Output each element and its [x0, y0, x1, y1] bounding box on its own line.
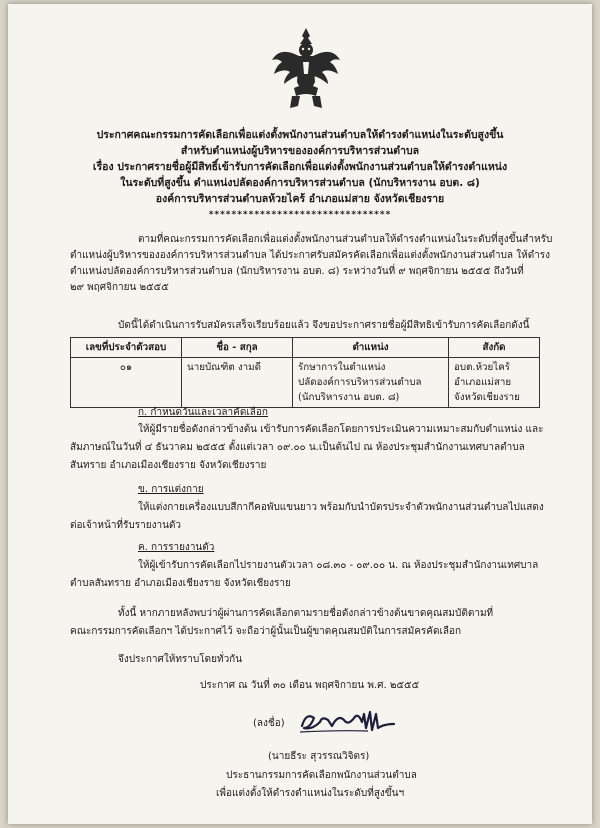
intro-line-1: ตามที่คณะกรรมการคัดเลือกเพื่อแต่งตั้งพนักงานส่วนตำบลให้ดำรงตำแหน่งในระดับที่สูงขึ้นสำหรับ [138, 234, 553, 245]
col-header-org: สังกัด [449, 338, 540, 358]
position-line-1: รักษาการในตำแหน่ง [298, 362, 386, 373]
org-line-3: จังหวัดเชียงราย [454, 392, 520, 403]
table-header-row [71, 338, 540, 358]
signature-label: (ลงชื่อ) [253, 718, 285, 729]
signer-name: (นายธีระ สุวรรณวิจิตร) [268, 751, 370, 762]
position-line-3: (นักบริหารงาน อบต. ๘) [298, 392, 400, 403]
header-line-1: ประกาศคณะกรรมการคัดเลือกเพื่อแต่งตั้งพนักงานส่วนตำบลให้ดำรงตำแหน่งในระดับสูงขึ้น [96, 129, 504, 141]
section-a-line-1: ให้ผู้มีรายชื่อดังกล่าวข้างต้น เข้ารับการคัดเลือกโดยการประเมินความเหมาะสมกับตำแหน่ง และ [138, 424, 544, 435]
section-a-line-3: สันทราย อำเภอเมืองเชียงราย จังหวัดเชียงราย [70, 460, 267, 471]
section-c-title: ค. การรายงานตัว [138, 542, 215, 553]
section-c-line-1: ให้ผู้เข้ารับการคัดเลือกไปรายงานตัวเวลา ๐๘.๓๐ - ๐๙.๐๐ น. ณ ห้องประชุมสำนักงานเทศบาล [138, 560, 539, 571]
cell-name: นายบัณฑิต งามดี [182, 358, 293, 408]
col-header-position: ตำแหน่ง [293, 338, 449, 358]
cell-org [449, 358, 540, 408]
header-line-5: องค์การบริหารส่วนตำบลห้วยไคร้ อำเภอแม่สาย จังหวัดเชียงราย [155, 193, 445, 205]
intro-line-2: ตำแหน่งผู้บริหารขององค์การบริหารส่วนตำบล ได้ประกาศรับสมัครคัดเลือกเพื่อแต่งตั้งพนักงานส่วนตำบล ให้ดำรง [70, 250, 551, 261]
garuda-emblem [270, 26, 342, 110]
table-row [71, 358, 540, 408]
signer-title-1: ประธานกรรมการคัดเลือกพนักงานส่วนตำบล [226, 770, 417, 781]
candidate-table [70, 337, 540, 408]
org-line-2: อำเภอแม่สาย [454, 377, 512, 388]
handwritten-signature [298, 704, 398, 736]
section-c-line-2: ตำบลสันทราย อำเภอเมืองเชียงราย จังหวัดเชียงราย [70, 578, 291, 589]
header-line-3: เรื่อง ประกาศรายชื่อผู้มีสิทธิ์เข้ารับการคัดเลือกเพื่อแต่งตั้งพนักงานส่วนตำบลให้ดำรงตำแหน่ง [92, 161, 508, 173]
header-line-2: สำหรับตำแหน่งผู้บริหารขององค์การบริหารส่วนตำบล [180, 145, 420, 157]
cell-position [293, 358, 449, 408]
org-line-1: อบต.ห้วยไคร้ [454, 362, 511, 373]
closing-line-2: คณะกรรมการคัดเลือกฯ ได้ประกาศไว้ จะถือว่าผู้นั้นเป็นผู้ขาดคุณสมบัติในการสมัครคัดเลือก [70, 626, 462, 637]
closing-line-1: ทั้งนี้ หากภายหลังพบว่าผู้ผ่านการคัดเลือกตามรายชื่อดังกล่าวข้างต้นขาดคุณสมบัติตามที่ [118, 608, 494, 619]
section-a-title: ก. กำหนดวันและเวลาคัดเลือก [138, 407, 268, 418]
intro-line-3: ตำแหน่งปลัดองค์การบริหารส่วนตำบล (นักบริหารงาน อบต. ๘) ระหว่างวันที่ ๙ พฤศจิกายน ๒๕๕๕ ถึงวันที่ [70, 266, 524, 277]
signer-title-2: เพื่อแต่งตั้งให้ดำรงตำแหน่งในระดับที่สูงขึ้นฯ [216, 788, 405, 799]
section-a-line-2: สัมภาษณ์ในวันที่ ๔ ธันวาคม ๒๕๕๕ ตั้งแต่เวลา ๐๙.๐๐ น.เป็นต้นไป ณ ห้องประชุมสำนักงานเทศบาลตำบล [70, 442, 525, 453]
cell-number: ๐๑ [71, 358, 182, 408]
col-header-name: ชื่อ - สกุล [182, 338, 293, 358]
section-b-title: ข. การแต่งกาย [138, 484, 204, 495]
header-separator: ******************************** [208, 210, 392, 220]
document-page [8, 4, 592, 824]
position-line-2: ปลัดองค์การบริหารส่วนตำบล [298, 377, 422, 388]
col-header-number: เลขที่ประจำตัวสอบ [71, 338, 182, 358]
section-b-line-1: ให้แต่งกายเครื่องแบบสีกากีคอพับแขนยาว พร้อมกับนำบัตรประจำตัวพนักงานส่วนตำบลไปแสดง [138, 502, 544, 513]
section-b-line-2: ต่อเจ้าหน้าที่รับรายงานตัว [70, 520, 182, 531]
announcement: จึงประกาศให้ทราบโดยทั่วกัน [118, 654, 243, 665]
intro-line-4: ๒๙ พฤศจิกายน ๒๕๕๕ [70, 282, 169, 293]
header-line-4: ในระดับที่สูงขึ้น ตำแหน่งปลัดองค์การบริหารส่วนตำบล (นักบริหารงาน อบต. ๘) [120, 177, 480, 189]
announcement-date: ประกาศ ณ วันที่ ๓๐ เดือน พฤศจิกายน พ.ศ. ๒๕๕๕ [200, 680, 420, 691]
table-intro: บัดนี้ได้ดำเนินการรับสมัครเสร็จเรียบร้อยแล้ว จึงขอประกาศรายชื่อผู้มีสิทธิเข้ารับการคัดเลือกดังนี้ [118, 320, 530, 331]
